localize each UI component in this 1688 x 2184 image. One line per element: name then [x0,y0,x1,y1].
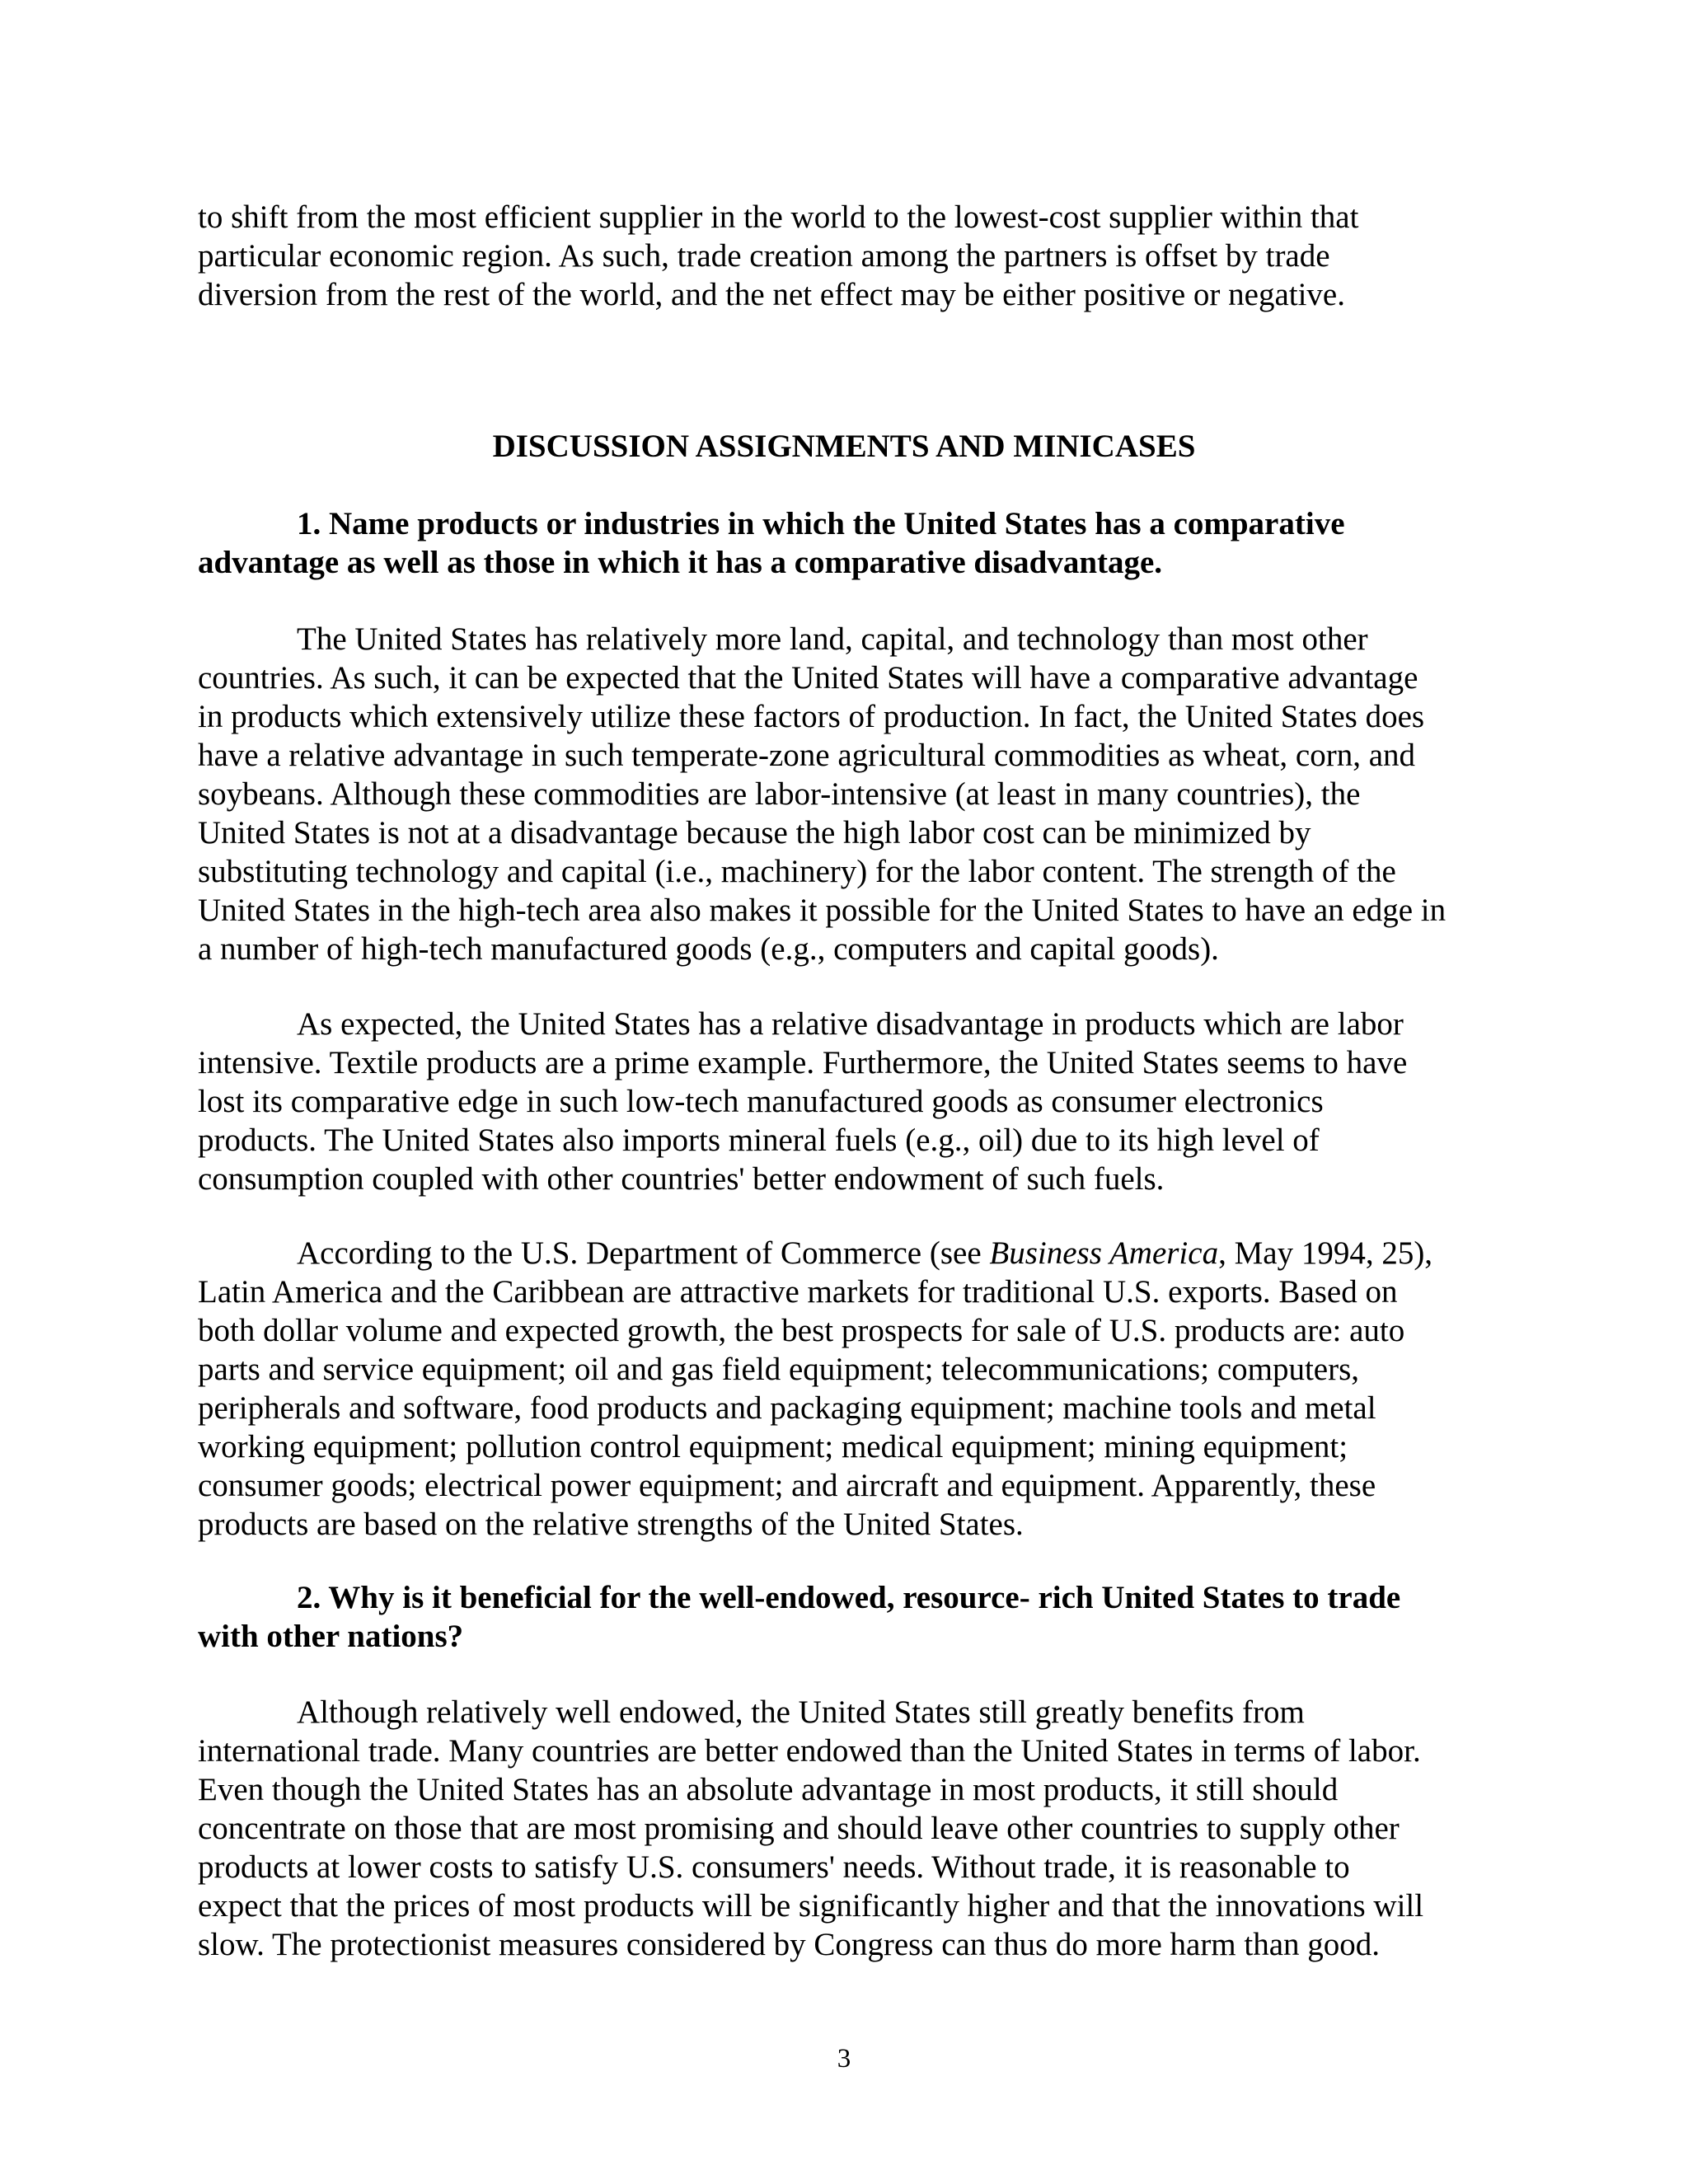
text-line: Latin America and the Caribbean are attractive markets for traditional U.S. exports. Based on [198,1274,1398,1310]
answer-1-paragraph-1 [198,620,1500,968]
answer-1-paragraph-2 [198,1005,1500,1198]
answer-1-paragraph-3 [198,1234,1500,1544]
question-2 [198,1578,1500,1656]
text-line: consumer goods; electrical power equipment; and aircraft and equipment. Apparently, these [198,1468,1376,1503]
text-line: Although relatively well endowed, the United States still greatly benefits from [297,1694,1305,1730]
text-line: 1. Name products or industries in which the United States has a comparative [297,506,1345,541]
text-line: products at lower costs to satisfy U.S. consumers' needs. Without trade, it is reasonable to [198,1849,1350,1885]
text-line: products. The United States also imports mineral fuels (e.g., oil) due to its high level of [198,1122,1320,1158]
text-line: substituting technology and capital (i.e., machinery) for the labor content. The strength of the [198,854,1396,889]
publication-title: Business America [989,1235,1219,1271]
text-line: As expected, the United States has a relative disadvantage in products which are labor [297,1006,1404,1042]
text-fragment: According to the U.S. Department of Commerce (see [297,1235,990,1271]
text-line: parts and service equipment; oil and gas field equipment; telecommunications; computers, [198,1352,1360,1387]
text-line: consumption coupled with other countries' better endowment of such fuels. [198,1161,1165,1197]
section-heading: DISCUSSION ASSIGNMENTS AND MINICASES [492,429,1196,464]
text-line: lost its comparative edge in such low-tech manufactured goods as consumer electronics [198,1084,1324,1119]
text-fragment: , May 1994, 25), [1218,1235,1433,1271]
text-line: United States in the high-tech area also makes it possible for the United States to have an edge in [198,893,1447,928]
text-line: intensive. Textile products are a prime example. Furthermore, the United States seems to have [198,1045,1408,1080]
text-line: Even though the United States has an absolute advantage in most products, it still should [198,1772,1339,1807]
continuation-paragraph [198,198,1500,314]
text-line: products are based on the relative strengths of the United States. [198,1507,1024,1542]
question-1 [198,504,1500,582]
text-line: a number of high-tech manufactured goods (e.g., computers and capital goods). [198,931,1219,967]
text-line: have a relative advantage in such temperate-zone agricultural commodities as wheat, corn, and [198,738,1416,773]
text-line: expect that the prices of most products will be significantly higher and that the innovations will [198,1888,1424,1924]
text-line: The United States has relatively more land, capital, and technology than most other [297,621,1368,657]
text-line: international trade. Many countries are better endowed than the United States in terms of labor. [198,1733,1421,1769]
text-line: countries. As such, it can be expected that the United States will have a comparative advantage [198,660,1418,696]
text-line: advantage as well as those in which it has a comparative disadvantage. [198,545,1163,580]
text-line: both dollar volume and expected growth, the best prospects for sale of U.S. products are: auto [198,1313,1405,1348]
text-line: in products which extensively utilize these factors of production. In fact, the United States does [198,699,1425,734]
text-line: soybeans. Although these commodities are labor-intensive (at least in many countries), the [198,776,1361,812]
text-line: particular economic region. As such, trade creation among the partners is offset by trade [198,238,1330,274]
text-line: 2. Why is it beneficial for the well-endowed, resource- rich United States to trade [297,1580,1401,1615]
text-line: working equipment; pollution control equipment; medical equipment; mining equipment; [198,1429,1348,1465]
text-line: concentrate on those that are most promising and should leave other countries to supply other [198,1811,1400,1846]
text-line: to shift from the most efficient supplier in the world to the lowest-cost supplier within that [198,199,1359,235]
text-line: slow. The protectionist measures considered by Congress can thus do more harm than good. [198,1927,1381,1962]
answer-2-paragraph-1 [198,1693,1500,1964]
text-line: diversion from the rest of the world, and the net effect may be either positive or negative. [198,277,1345,312]
text-line [198,1234,1500,1272]
text-line: United States is not at a disadvantage because the high labor cost can be minimized by [198,815,1311,851]
text-line: with other nations? [198,1619,464,1654]
page-number: 3 [837,2044,851,2074]
text-line: peripherals and software, food products and packaging equipment; machine tools and metal [198,1390,1376,1426]
